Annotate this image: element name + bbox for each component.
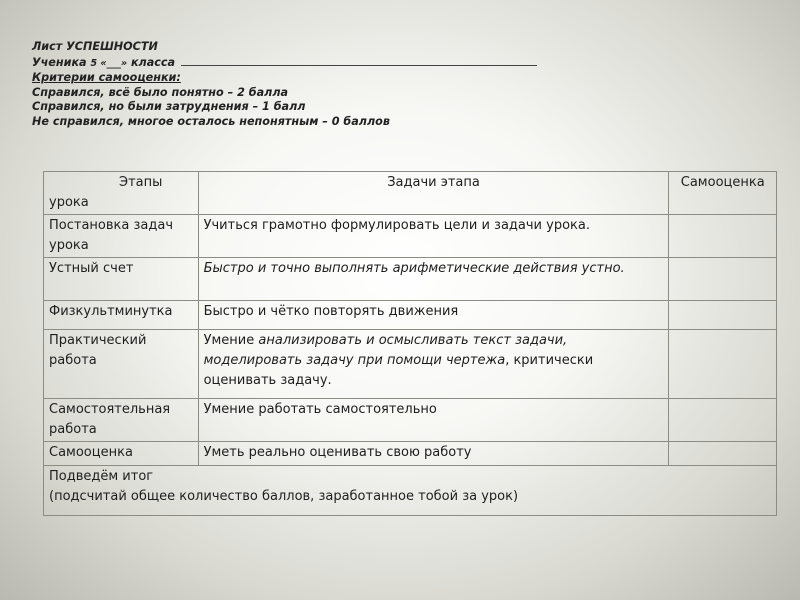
criteria-title: Критерии самооценки: bbox=[32, 71, 181, 85]
self-score-cell[interactable] bbox=[669, 442, 777, 466]
criterion-0: Не справился, многое осталось непонятным – 0 баллов bbox=[32, 114, 390, 128]
stage-cell: Постановка задач урока bbox=[44, 215, 199, 258]
table-row bbox=[44, 330, 777, 399]
total-row bbox=[44, 466, 777, 516]
name-blank-line[interactable] bbox=[181, 55, 537, 66]
student-line bbox=[32, 55, 537, 72]
student-prefix: Ученика bbox=[32, 55, 87, 69]
tasks-cell: Умение работать самостоятельно bbox=[198, 399, 669, 442]
table-row bbox=[44, 442, 777, 466]
criterion-1: Справился, но были затруднения – 1 балл bbox=[32, 100, 306, 114]
self-score-cell[interactable] bbox=[669, 215, 777, 258]
table-row bbox=[44, 301, 777, 330]
header-stage: Этапы урока bbox=[44, 172, 199, 215]
stage-cell: Физкультминутка bbox=[44, 301, 199, 330]
tasks-cell: Быстро и чётко повторять движения bbox=[198, 301, 669, 330]
header-tasks: Задачи этапа bbox=[198, 172, 669, 215]
table-row bbox=[44, 399, 777, 442]
success-table bbox=[43, 171, 777, 516]
sheet-title: Лист УСПЕШНОСТИ bbox=[32, 40, 158, 53]
criterion-2: Справился, всё было понятно – 2 балла bbox=[32, 85, 289, 99]
tasks-cell: Быстро и точно выполнять арифметические действия устно. bbox=[198, 258, 669, 301]
class-suffix: класса bbox=[130, 55, 176, 69]
tasks-cell: Уметь реально оценивать свою работу bbox=[198, 442, 669, 466]
stage-cell: Самостоятельная работа bbox=[44, 399, 199, 442]
total-instruction: (подсчитай общее количество баллов, заработанное тобой за урок) bbox=[49, 489, 519, 504]
class-number: 5 «___» bbox=[90, 57, 128, 69]
self-score-cell[interactable] bbox=[669, 330, 777, 399]
stage-cell: Устный счет bbox=[44, 258, 199, 301]
header-self: Самооценка bbox=[669, 172, 777, 215]
header-block bbox=[32, 40, 537, 130]
total-title: Подведём итог bbox=[49, 469, 154, 484]
stage-cell: Самооценка bbox=[44, 442, 199, 466]
table-header-row bbox=[44, 172, 777, 215]
tasks-cell: Учиться грамотно формулировать цели и задачи урока. bbox=[198, 215, 669, 258]
total-cell bbox=[44, 466, 777, 516]
table-row bbox=[44, 215, 777, 258]
tasks-cell: Умение анализировать и осмысливать текст задачи, моделировать задачу при помощи чертежа, критически оценивать задачу. bbox=[198, 330, 669, 399]
stage-cell: Практический работа bbox=[44, 330, 199, 399]
self-score-cell[interactable] bbox=[669, 301, 777, 330]
table-row bbox=[44, 258, 777, 301]
self-score-cell[interactable] bbox=[669, 399, 777, 442]
self-score-cell[interactable] bbox=[669, 258, 777, 301]
